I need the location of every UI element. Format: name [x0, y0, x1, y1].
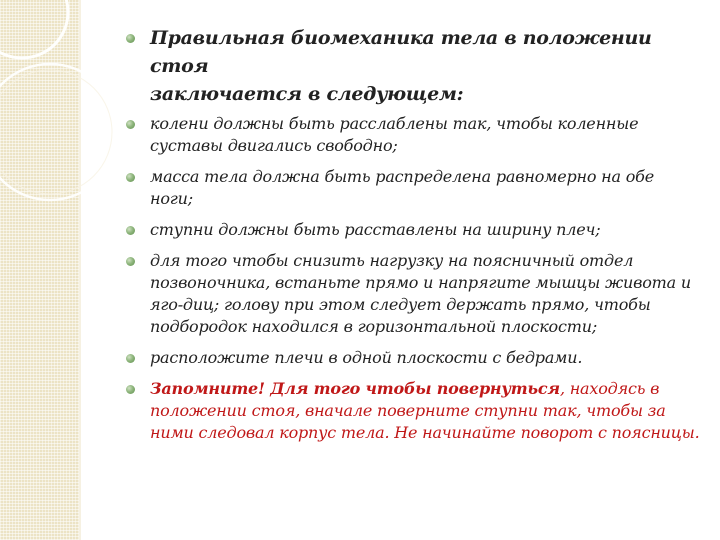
item-line: расположите плечи в одной плоскости с бедрами.	[150, 348, 583, 367]
note-line-1-rest: , находясь в	[559, 379, 660, 398]
item-line: колени должны быть расслаблены так, чтобы коленные	[150, 114, 639, 133]
bullet-icon	[126, 257, 135, 266]
list-item	[126, 347, 706, 369]
bullet-icon	[126, 120, 135, 129]
bullet-list	[126, 24, 706, 444]
bullet-icon	[126, 385, 135, 394]
list-item	[126, 219, 706, 241]
bullet-icon	[126, 34, 135, 43]
list-item	[126, 166, 706, 210]
bullet-icon	[126, 173, 135, 182]
heading-item	[126, 24, 706, 108]
list-item	[126, 250, 706, 338]
note-line-3: ними следовал корпус тела. Не начинайте поворот с поясницы.	[150, 423, 700, 442]
side-band-edge	[79, 0, 81, 540]
item-line: ступни должны быть расставлены на ширину плеч;	[150, 220, 601, 239]
heading-line-1: Правильная биомеханика тела в положении стоя	[150, 27, 652, 77]
list-item	[126, 113, 706, 157]
slide-content	[126, 24, 706, 453]
bullet-icon	[126, 226, 135, 235]
item-line: подбородок находился в горизонтальной плоскости;	[150, 317, 598, 336]
heading-line-2: заключается в следующем:	[150, 83, 464, 105]
decorative-side-band	[0, 0, 80, 540]
item-line: позвоночника, встаньте прямо и напрягите мышцы живота и	[150, 273, 691, 292]
item-line: ноги;	[150, 189, 193, 208]
note-item	[126, 378, 706, 444]
item-line: яго-диц; голову при этом следует держать прямо, чтобы	[150, 295, 651, 314]
note-line-2: положении стоя, вначале поверните ступни так, чтобы за	[150, 401, 666, 420]
note-emphasis: Запомните! Для того чтобы повернуться	[150, 379, 560, 398]
item-line: масса тела должна быть распределена равномерно на обе	[150, 167, 655, 186]
bullet-icon	[126, 354, 135, 363]
item-line: суставы двигались свободно;	[150, 136, 398, 155]
item-line: для того чтобы снизить нагрузку на поясничный отдел	[150, 251, 634, 270]
